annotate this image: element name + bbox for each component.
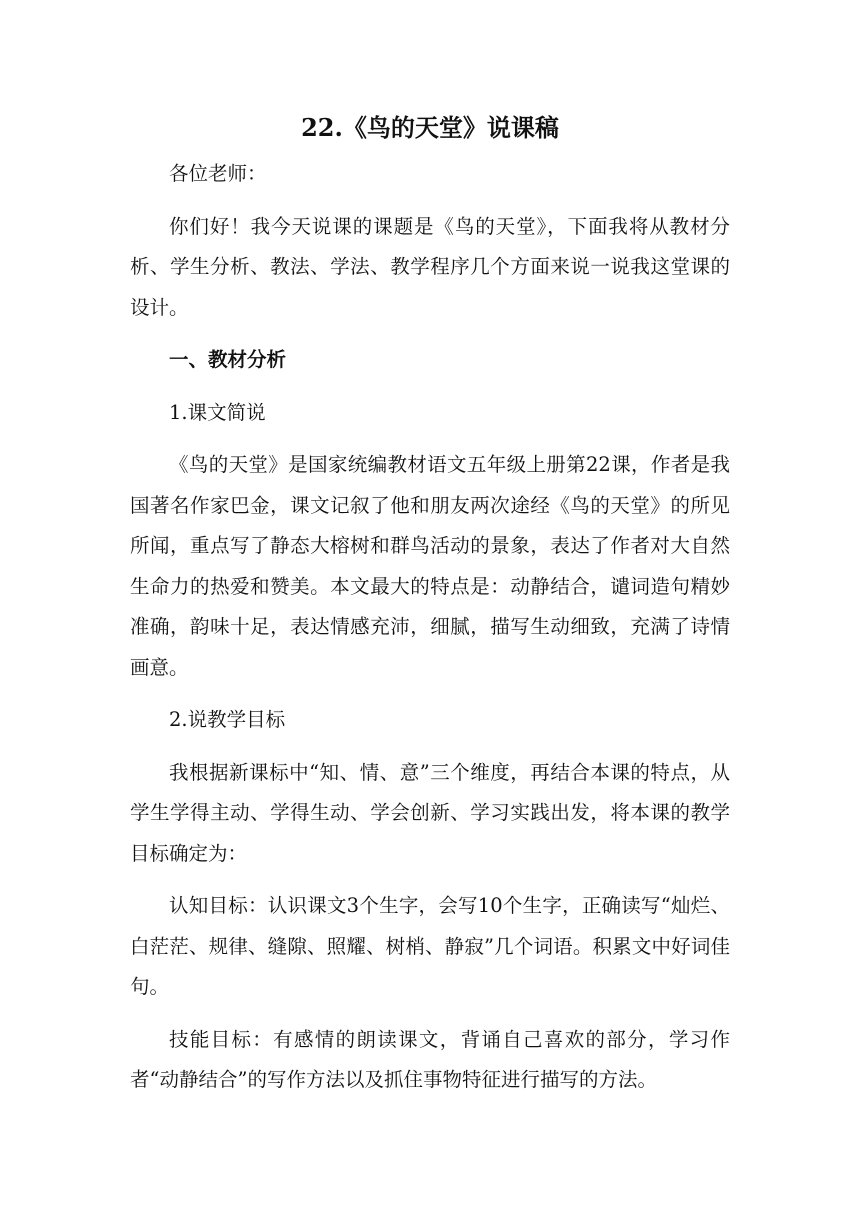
section-heading-material-analysis: 一、教材分析 [169,348,287,371]
intro-paragraph: 你们好！我今天说课的课题是《鸟的天堂》，下面我将从教材分析、学生分析、教法、学法、教学程序几个方面来说一说我这堂课的设计。 [130,214,730,319]
document-title: 22.《鸟的天堂》说课稿 [301,113,559,142]
cognitive-goal-paragraph: 认知目标：认识课文3个生字，会写10个生字，正确读写“灿烂、白茫茫、规律、缝隙、照耀、树梢、静寂”几个词语。积累文中好词佳句。 [130,894,730,998]
document-body [130,154,730,1113]
skill-goal-paragraph: 技能目标：有感情的朗读课文，背诵自己喜欢的部分，学习作者“动静结合”的写作方法以及抓住事物特征进行描写的方法。 [130,1027,730,1091]
salutation: 各位老师： [169,162,267,185]
teaching-goals-paragraph: 我根据新课标中“知、情、意”三个维度，再结合本课的特点，从学生学得主动、学得生动、学会创新、学习实践出发，将本课的教学目标确定为： [130,760,730,865]
subheading-text-overview: 1.课文简说 [169,400,266,424]
text-overview-paragraph: 《鸟的天堂》是国家统编教材语文五年级上册第22课，作者是我国著名作家巴金，课文记叙了他和朋友两次途经《鸟的天堂》的所见所闻，重点写了静态大榕树和群鸟活动的景象，表达了作者对大自然生命力的热爱和赞美。本文最大的特点是：动静结合，谴词造句精妙准确，韵味十足，表达情感充沛，细腻，描写生动细致，充满了诗情画意。 [130,453,730,679]
subheading-teaching-goals: 2.说教学目标 [169,708,286,731]
